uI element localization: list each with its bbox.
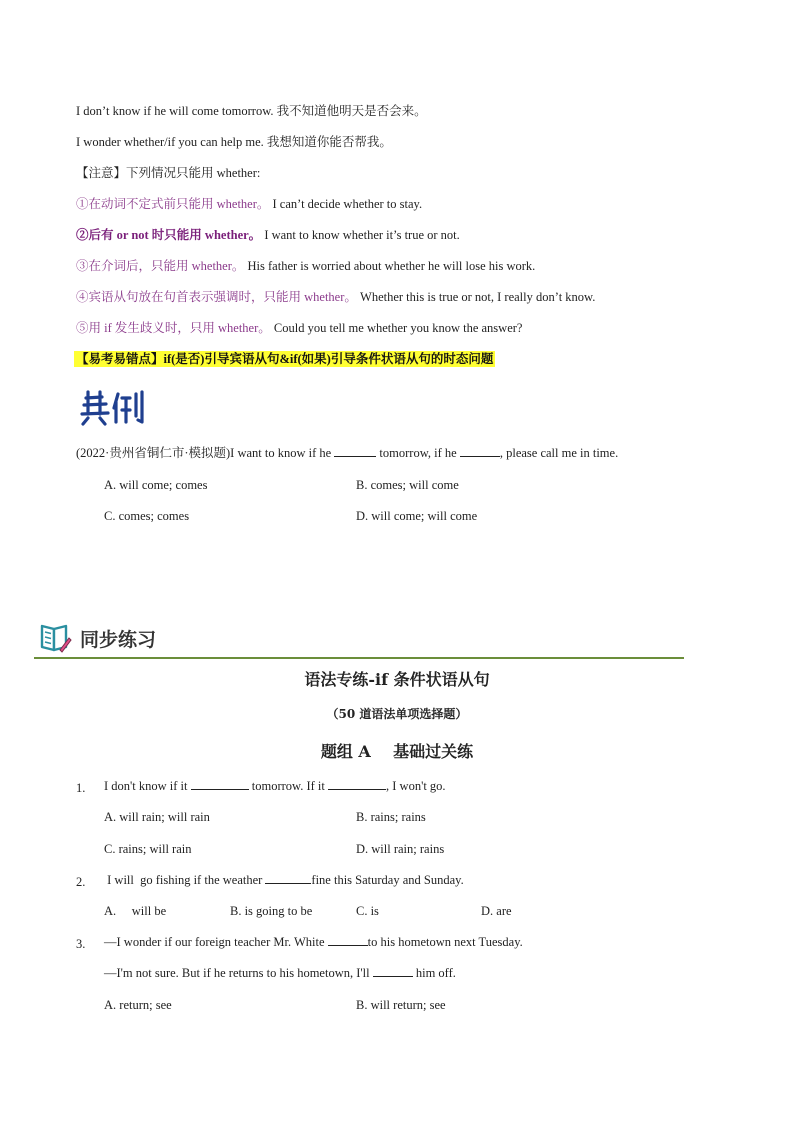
- question-3-number: 3.: [76, 937, 86, 951]
- q1-stem-part-c: , I won't go.: [386, 779, 446, 793]
- section-divider: [34, 657, 684, 659]
- rule-3-lead: ③在介词后，只能用 whether。: [76, 259, 245, 273]
- q2-option-c[interactable]: C. is: [356, 904, 379, 918]
- answer-blank[interactable]: [328, 778, 386, 790]
- example-option-d[interactable]: D. will come; will come: [356, 509, 478, 523]
- example-option-b[interactable]: B. comes; will come: [356, 478, 459, 492]
- rule-5-example: Could you tell me whether you know the answer?: [273, 321, 523, 335]
- question-1-number: 1.: [76, 781, 86, 795]
- key-point-highlight: [74, 351, 495, 367]
- q2-option-d[interactable]: D. are: [481, 904, 512, 918]
- rule-2: [76, 227, 460, 243]
- intro-line-1: I don’t know if he will come tomorrow. 我不知道他明天是否会来。: [76, 104, 427, 118]
- example-badge-icon: [78, 388, 152, 428]
- rule-1-lead: ①在动词不定式前只能用 whether。: [76, 197, 270, 211]
- example-question-stem: [76, 445, 618, 461]
- example-stem-part-b: tomorrow, if he: [376, 446, 460, 460]
- q3-reply-part-a: —I'm not sure. But if he returns to his hometown, I'll: [104, 966, 373, 980]
- example-stem-part-c: , please call me in time.: [499, 446, 619, 460]
- q2-option-b[interactable]: B. is going to be: [230, 904, 313, 918]
- example-option-c[interactable]: C. comes; comes: [104, 509, 190, 523]
- q1-stem-part-a: I don't know if it: [104, 779, 191, 793]
- example-stem-part-a: (2022·贵州省铜仁市·模拟题)I want to know if he: [76, 446, 335, 460]
- key-point-text: 【易考易错点】if(是否)引导宾语从句&if(如果)引导条件状语从句的时态问题: [76, 352, 494, 366]
- answer-blank[interactable]: [265, 872, 311, 884]
- question-3-reply: [104, 965, 456, 981]
- rule-4: [76, 289, 595, 305]
- rule-3: [76, 258, 535, 274]
- rule-3-example: His father is worried about whether he will lose his work.: [247, 259, 536, 273]
- group-title: 题组 A 基础过关练: [320, 742, 474, 761]
- answer-blank[interactable]: [328, 934, 368, 946]
- q3-option-b[interactable]: B. will return; see: [356, 998, 446, 1012]
- question-1-stem: [104, 778, 446, 794]
- q1-stem-part-b: tomorrow. If it: [248, 779, 329, 793]
- rule-2-lead: ②后有 or not 时只能用 whether。: [76, 228, 262, 242]
- rule-4-example: Whether this is true or not, I really don’t know.: [360, 290, 596, 304]
- answer-blank[interactable]: [373, 965, 413, 977]
- intro-line-2: I wonder whether/if you can help me. 我想知道你能否帮我。: [76, 135, 392, 149]
- answer-blank[interactable]: [191, 778, 249, 790]
- q1-option-b[interactable]: B. rains; rains: [356, 810, 426, 824]
- page-title: 语法专练-if 条件状语从句: [304, 670, 490, 689]
- q1-option-c[interactable]: C. rains; will rain: [104, 842, 192, 856]
- page-subtitle: （50 道语法单项选择题）: [326, 707, 468, 721]
- rule-5-lead: ⑤用 if 发生歧义时，只用 whether。: [76, 321, 271, 335]
- q3-stem-part-b: to his hometown next Tuesday.: [367, 935, 523, 949]
- q3-reply-part-b: him off.: [412, 966, 456, 980]
- question-3-stem: [104, 934, 523, 950]
- note-heading: 【注意】下列情况只能用 whether:: [76, 166, 261, 180]
- q3-stem-part-a: —I wonder if our foreign teacher Mr. White: [104, 935, 328, 949]
- q3-option-a[interactable]: A. return; see: [104, 998, 172, 1012]
- rule-1-example: I can’t decide whether to stay.: [272, 197, 423, 211]
- example-option-a[interactable]: A. will come; comes: [104, 478, 208, 492]
- q2-stem-part-a: I will go fishing if the weather: [104, 873, 266, 887]
- q2-option-a[interactable]: A. will be: [104, 904, 167, 918]
- answer-blank[interactable]: [460, 445, 500, 457]
- rule-2-example: I want to know whether it’s true or not.: [264, 228, 460, 242]
- rule-5: [76, 320, 522, 336]
- question-2-stem: [104, 872, 464, 888]
- rule-1: [76, 196, 422, 212]
- section-heading: 同步练习: [80, 629, 157, 651]
- book-icon: [38, 620, 72, 654]
- q2-stem-part-b: fine this Saturday and Sunday.: [311, 873, 464, 887]
- q1-option-d[interactable]: D. will rain; rains: [356, 842, 445, 856]
- answer-blank[interactable]: [334, 445, 376, 457]
- rule-4-lead: ④宾语从句放在句首表示强调时，只能用 whether。: [76, 290, 357, 304]
- question-2-number: 2.: [76, 875, 86, 889]
- q1-option-a[interactable]: A. will rain; will rain: [104, 810, 210, 824]
